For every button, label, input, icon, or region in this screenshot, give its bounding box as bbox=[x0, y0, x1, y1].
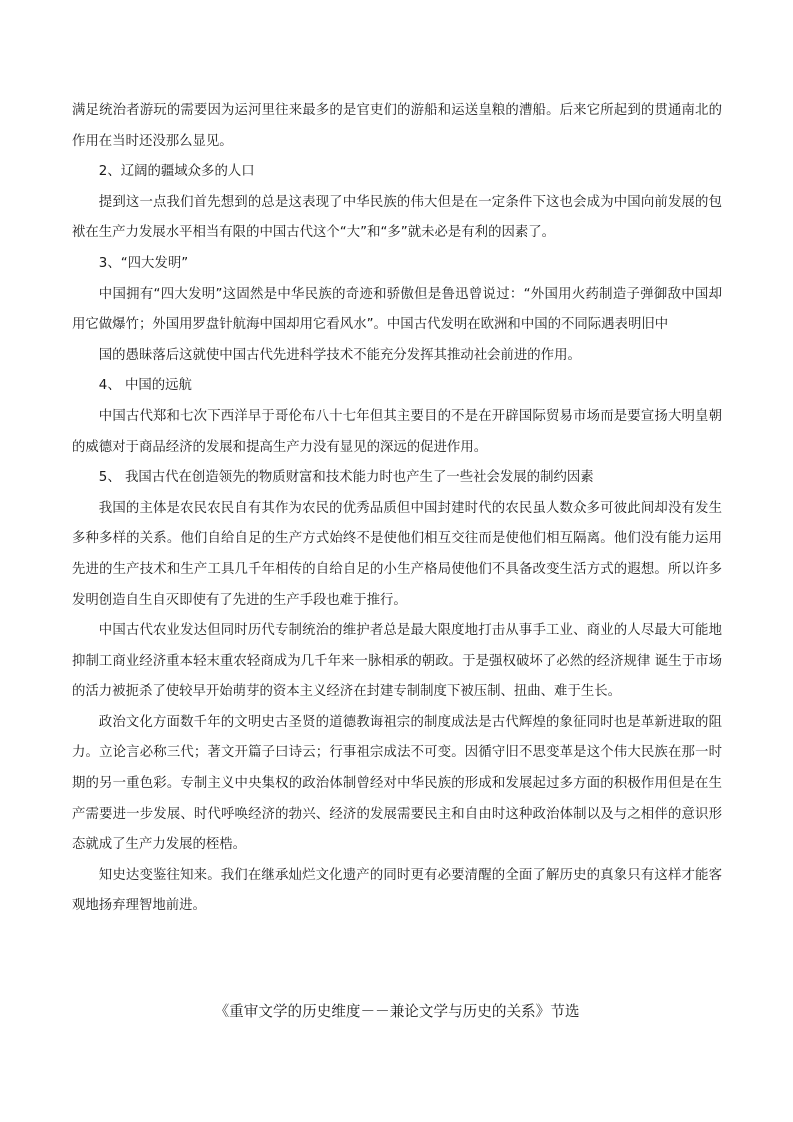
paragraph: 中国古代郑和七次下西洋早于哥伦布八十七年但其主要目的不是在开辟国际贸易市场而是要宣扬大明皇朝的威德对于商品经济的发展和提高生产力没有显见的深远的促进作用。 bbox=[72, 408, 722, 455]
section-heading-4: 4、 中国的远航 bbox=[98, 378, 192, 394]
paragraph: 中国古代农业发达但同时历代专制统治的维护者总是最大限度地打击从事手工业、商业的人尽最大可能地抑制工商业经济重本轻末重农轻商成为几千年来一脉相承的朝政。于是强权破坏了必然的经济规律 诞生于市场的活力被扼杀了使较早开始萌芽的资本主义经济在封建专制制度下被压制、扭曲、难于生长。 bbox=[72, 623, 722, 700]
paragraph: 中国拥有“四大发明”这固然是中华民族的奇迹和骄傲但是鲁迅曾说过：“外国用火药制造子弹御敌中国却用它做爆竹；外国用罗盘针航海中国却用它看风水”。中国古代发明在欧洲和中国的不同际遇表明旧中 bbox=[72, 286, 722, 333]
paragraph: 我国的主体是农民农民自有其作为农民的优秀品质但中国封建时代的农民虽人数众多可彼此间却没有发生多种多样的关系。他们自给自足的生产方式始终不是使他们相互交往而是使他们相互隔离。他们没有能力运用先进的生产技术和生产工具几千年相传的自给自足的小生产格局使他们不具备改变生活方式的遐想。所以许多发明创造自生自灭即使有了先进的生产手段也难于推行。 bbox=[72, 500, 722, 608]
paragraph: 知史达变鉴往知来。我们在继承灿烂文化遗产的同时更有必要清醒的全面了解历史的真象只有这样才能客观地扬弃理智地前进。 bbox=[72, 867, 722, 914]
section-heading-5: 5、 我国古代在创造领先的物质财富和技术能力时也产生了一些社会发展的制约因素 bbox=[98, 470, 594, 486]
document-body bbox=[72, 96, 722, 922]
source-title: 《重审文学的历史维度－－兼论文学与历史的关系》节选 bbox=[214, 1003, 580, 1020]
paragraph: 政治文化方面数千年的文明史古圣贤的道德教诲祖宗的制度成法是古代辉煌的象征同时也是革新进取的阻力。立论言必称三代；著文开篇子曰诗云；行事祖宗成法不可变。因循守旧不思变革是这个伟大民族在那一时期的另一重色彩。专制主义中央集权的政治体制曾经对中华民族的形成和发展起过多方面的积极作用但是在生产需要进一步发展、时代呼唤经济的勃兴、经济的发展需要民主和自由时这种政治体制以及与之相伴的意识形态就成了生产力发展的桎梏。 bbox=[72, 714, 722, 853]
paragraph: 国的愚昧落后这就使中国古代先进科学技术不能充分发挥其推动社会前进的作用。 bbox=[98, 347, 581, 363]
paragraph: 提到这一点我们首先想到的总是这表现了中华民族的伟大但是在一定条件下这也会成为中国向前发展的包袱在生产力发展水平相当有限的中国古代这个“大”和“多”就未必是有利的因素了。 bbox=[72, 194, 722, 241]
section-heading-2: 2、辽阔的疆域众多的人口 bbox=[98, 164, 255, 180]
section-heading-3: 3、“四大发明” bbox=[98, 255, 189, 271]
paragraph-continuation: 满足统治者游玩的需要因为运河里往来最多的是官吏们的游船和运送皇粮的漕船。后来它所起到的贯通南北的作用在当时还没那么显见。 bbox=[72, 103, 722, 149]
